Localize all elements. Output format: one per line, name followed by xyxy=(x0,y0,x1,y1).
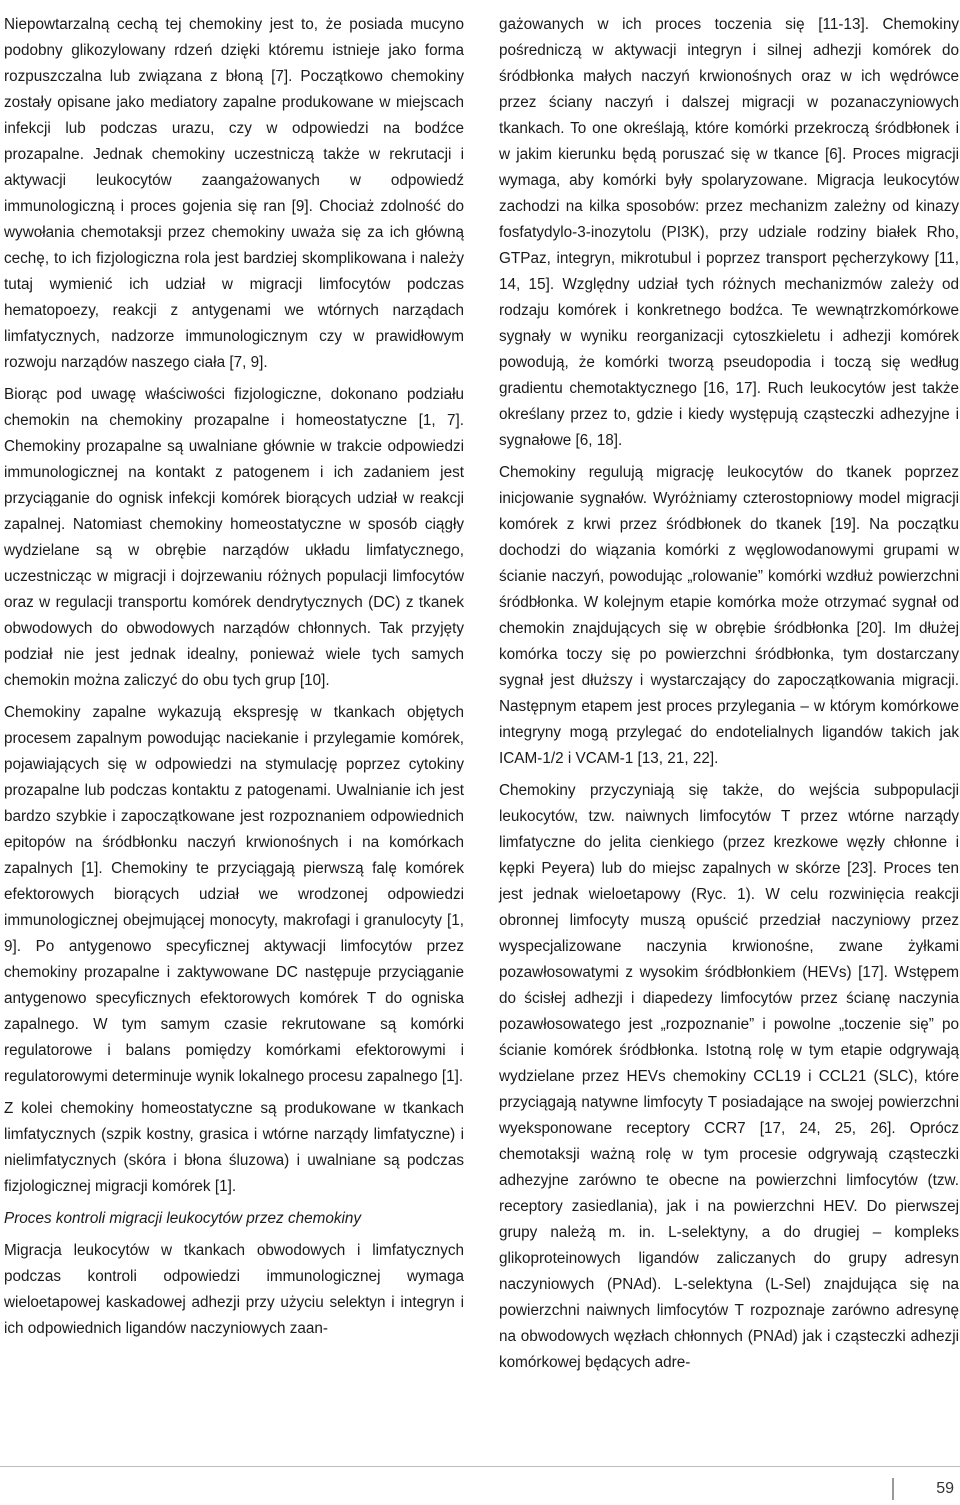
right-column xyxy=(499,12,959,1382)
body-paragraph: Chemokiny zapalne wykazują ekspresję w tkankach objętych procesem zapalnym powodując naciekanie i przylegamie komórek, pojawiających się w odpowiedzi na stymulację poprzez cytokiny prozapalne lub podczas kontaktu z patogenami. Uwalnianie ich jest bardzo szybkie i zapoczątkowane jest rozpoznaniem odpowiednich epitopów na śródbłonku naczyń krwionośnych i na komórkach zapalnych [1]. Chemokiny te przyciągają pierwszą falę komórek efektorowych biorących udział we wrodzonej odpowiedzi immunologicznej obejmującej monocyty, makrofagi i granulocyty [1, 9]. Po antygenowo specyficznej aktywacji limfocytów przez chemokiny prozapalne i zaktywowane DC następuje przyciąganie antygenowo specyficznych efektorowych komórek T do ogniska zapalnego. W tym samym czasie rekrutowane są komórki regulatorowe i balans pomiędzy komórkami efektorowymi i regulatorowymi determinuje wynik lokalnego procesu zapalnego [1]. xyxy=(4,704,464,1085)
body-paragraph: Z kolei chemokiny homeostatyczne są produkowane w tkankach limfatycznych (szpik kostny, grasica i wtórne narządy limfatyczne) i nielimfatycznych (skóra i błona śluzowa) i uwalniane są podczas fizjologicznej migracji komórek [1]. xyxy=(4,1100,464,1195)
body-paragraph: Niepowtarzalną cechą tej chemokiny jest to, że posiada mucyno podobny glikozylowany rdzeń dzięki któremu istnieje jako forma rozpuszczalna lub związana z błoną [7]. Początkowo chemokiny zostały opisane jako mediatory zapalne produkowane w miejscach infekcji lub podczas urazu, czy w odpowiedzi na bodźce prozapalne. Jednak chemokiny uczestniczą także w rekrutacji i aktywacji leukocytów zaangażowanych w odpowiedź immunologiczną i proces gojenia się ran [9]. Chociaż zdolność do wywołania chemotaksji przez chemokiny uważa się za ich główną cechę, to ich fizjologiczna rola jest bardziej skomplikowana i należy tutaj wymienić ich udział w migracji limfocytów podczas hematopoezy, reakcji z antygenami we wtórnych narządach limfatycznych, nadzorze immunologicznym czy w prawidłowym rozwoju narządów naszego ciała [7, 9]. xyxy=(4,16,464,371)
body-paragraph: gażowanych w ich proces toczenia się [11-13]. Chemokiny pośredniczą w aktywacji integryn i silnej adhezji komórek do śródbłonka małych naczyń krwionośnych oraz w ich wędrówce przez ściany naczyń i dalszej migracji w pozanaczyniowych tkankach. To one określają, które komórki przekroczą śródbłonek i w jakim kierunku będą poruszać się w tkance [6]. Proces migracji wymaga, aby komórki były spolaryzowane. Migracja leukocytów zachodzi na kilka sposobów: przez mechanizm zależny od kinazy fosfatydylo-3-inozytolu (PI3K), przy udziale rodziny białek Rho, GTPaz, integryn, mikrotubul i poprzez transport pęcherzykowy [11, 14, 15]. Względny udział tych różnych mechanizmów zależy od rodzaju komórek i konkretnego bodźca. Te wewnątrzkomórkowe sygnały w wyniku reorganizacji cytoszkieletu i adhezji komórek powodują, że komórki tworzą pseudopodia i toczą się według gradientu chemotaktycznego [16, 17]. Ruch leukocytów jest także określany przez to, gdzie i kiedy występują cząsteczki adhezyjne i sygnałowe [6, 18]. xyxy=(499,16,959,449)
body-paragraph: Biorąc pod uwagę właściwości fizjologiczne, dokonano podziału chemokin na chemokiny prozapalne i homeostatyczne [1, 7]. Chemokiny prozapalne są uwalniane głównie w trakcie odpowiedzi immunologicznej na kontakt z patogenem i ich zadaniem jest przyciąganie do ognisk infekcji komórek biorących udział w reakcji zapalnej. Natomiast chemokiny homeostatyczne w sposób ciągły wydzielane są w obrębie narządów układu limfatycznego, uczestnicząc w migracji i dojrzewaniu różnych populacji limfocytów oraz w regulacji transportu komórek dendrytycznych (DC) z tkanek obwodowych do obwodowych narządów chłonnych. Tak przyjęty podział nie jest jednak idealny, ponieważ wiele tych samych chemokin można zaliczyć do obu tych grup [10]. xyxy=(4,386,464,689)
body-paragraph: Chemokiny regulują migrację leukocytów do tkanek poprzez inicjowanie sygnałów. Wyróżniamy czterostopniowy model migracji komórek z krwi przez śródbłonek do tkanek [19]. Na początku dochodzi do wiązania komórki z węglowodanowymi grupami w ścianie naczyń, powodując „rolowanie” komórki wzdłuż powierzchni śródbłonka. W kolejnym etapie komórka może otrzymać sygnał od chemokin znajdujących się w obrębie śródbłonka [20]. Im dłużej komórka toczy się po powierzchni śródbłonka, tym dostarczany sygnał jest dłuższy i wystarczający do zapoczątkowania migracji. Następnym etapem jest proces przylegania – w którym komórkowe integryny mogą przylegać do endotelialnych ligandów takich jak ICAM-1/2 i VCAM-1 [13, 21, 22]. xyxy=(499,464,959,767)
left-column xyxy=(4,12,464,1348)
footer-rule xyxy=(0,1466,960,1467)
body-paragraph: Migracja leukocytów w tkankach obwodowych i limfatycznych podczas kontroli odpowiedzi immunologicznej wymaga wieloetapowej kaskadowej adhezji przy użyciu selektyn i integryn i ich odpowiednich ligandów naczyniowych zaan- xyxy=(4,1242,464,1337)
page-number: 59 xyxy=(892,1478,956,1500)
section-heading: Proces kontroli migracji leukocytów przez chemokiny xyxy=(4,1210,362,1227)
body-paragraph: Chemokiny przyczyniają się także, do wejścia subpopulacji leukocytów, tzw. naiwnych limfocytów T przez wtórne narządy limfatyczne do jelita cienkiego (przez krezkowe węzły chłonne i kępki Peyera) lub do miejsc zapalnych w skórze [23]. Proces ten jest jednak wieloetapowy (Ryc. 1). W celu rozwinięcia reakcji obronnej limfocyty muszą opuścić przedział naczyniowy przez wyspecjalizowane naczynia krwionośne, zwane żyłkami pozawłosowatymi z wysokim śródbłonkiem (HEVs) [17]. Wstępem do ścisłej adhezji i diapedezy limfocytów przez ścianę naczynia pozawłosowatego jest „rozpoznanie” i powolne „toczenie się” po ścianie komórek śródbłonka. Istotną rolę w tym etapie odgrywają wydzielane przez HEVs chemokiny CCL19 i CCL21 (SLC), które przyciągają natywne limfocyty T posiadające na swojej powierzchni wyeksponowane receptory CCR7 [17, 24, 25, 26]. Oprócz chemotaksji ważną rolę w tym procesie odgrywają cząsteczki adhezyjne zarówno te obecne na powierzchni limfocytów (tzw. receptory zasiedlania), jak i na powierzchni HEV. Do pierwszej grupy należą m. in. L-selektyny, a do drugiej – kompleks glikoproteinowych ligandów zaliczanych do grupy adresyn naczyniowych (PNAd). L-selektyna (L-Sel) znajdująca się na powierzchni naiwnych limfocytów T rozpoznaje zarówno adresynę na obwodowych węzłach chłonnych (PNAd) jak i cząsteczki adhezji komórkowej będących adre- xyxy=(499,782,959,1371)
